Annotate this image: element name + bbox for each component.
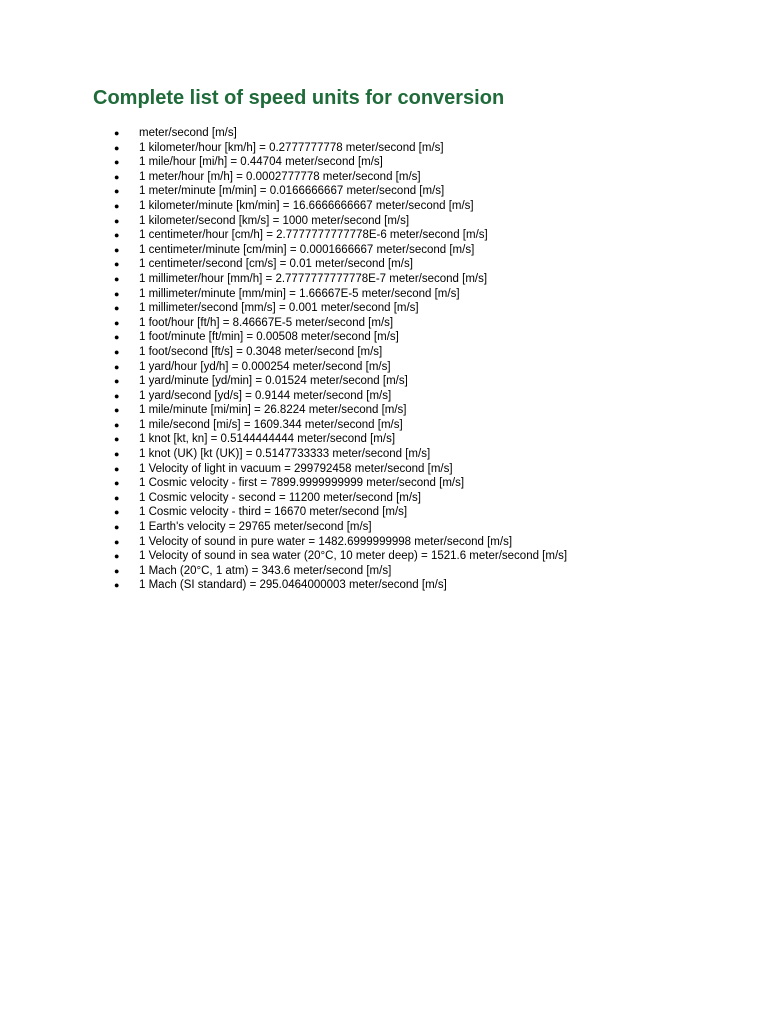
bullet-icon: ● bbox=[114, 303, 120, 314]
list-item-text: 1 millimeter/second [mm/s] = 0.001 meter/second [m/s] bbox=[139, 302, 419, 315]
bullet-icon: ● bbox=[114, 171, 120, 182]
list-item-text: 1 millimeter/hour [mm/h] = 2.7777777777778E-7 meter/second [m/s] bbox=[139, 272, 488, 285]
bullet-icon: ● bbox=[114, 536, 120, 547]
bullet-icon: ● bbox=[114, 332, 120, 343]
list-item-text: 1 knot (UK) [kt (UK)] = 0.5147733333 meter/second [m/s] bbox=[139, 448, 431, 461]
bullet-icon: ● bbox=[114, 478, 120, 489]
list-item-text: 1 meter/hour [m/h] = 0.0002777778 meter/second [m/s] bbox=[139, 170, 421, 183]
list-item-text: 1 foot/minute [ft/min] = 0.00508 meter/second [m/s] bbox=[139, 331, 399, 344]
list-item-text: 1 millimeter/minute [mm/min] = 1.66667E-5 meter/second [m/s] bbox=[139, 287, 460, 300]
list-item-text: 1 centimeter/hour [cm/h] = 2.7777777777778E-6 meter/second [m/s] bbox=[139, 229, 488, 242]
list-item-text: 1 Velocity of light in vacuum = 299792458 meter/second [m/s] bbox=[139, 462, 453, 475]
list-item-text: 1 kilometer/minute [km/min] = 16.6666666667 meter/second [m/s] bbox=[139, 199, 474, 212]
list-item-text: 1 mile/second [mi/s] = 1609.344 meter/second [m/s] bbox=[139, 418, 403, 431]
bullet-icon: ● bbox=[114, 186, 120, 197]
list-item-text: 1 foot/hour [ft/h] = 8.46667E-5 meter/second [m/s] bbox=[139, 316, 394, 329]
bullet-icon: ● bbox=[114, 507, 120, 518]
list-item-text: 1 mile/hour [mi/h] = 0.44704 meter/second [m/s] bbox=[139, 156, 383, 169]
bullet-icon: ● bbox=[114, 244, 120, 255]
bullet-icon: ● bbox=[114, 259, 120, 270]
list-item-text: 1 foot/second [ft/s] = 0.3048 meter/second [m/s] bbox=[139, 345, 383, 358]
bullet-icon: ● bbox=[114, 273, 120, 284]
bullet-icon: ● bbox=[114, 565, 120, 576]
bullet-icon: ● bbox=[114, 288, 120, 299]
bullet-icon: ● bbox=[114, 434, 120, 445]
list-item-text: 1 mile/minute [mi/min] = 26.8224 meter/second [m/s] bbox=[139, 404, 407, 417]
bullet-icon: ● bbox=[114, 390, 120, 401]
bullet-icon: ● bbox=[114, 492, 120, 503]
bullet-icon: ● bbox=[114, 230, 120, 241]
bullet-icon: ● bbox=[114, 376, 120, 387]
list-item-text: 1 Velocity of sound in sea water (20°C, 10 meter deep) = 1521.6 meter/second [m/s] bbox=[139, 550, 568, 563]
list-item-text: 1 knot [kt, kn] = 0.5144444444 meter/second [m/s] bbox=[139, 433, 396, 446]
list-item-text: 1 Earth's velocity = 29765 meter/second [m/s] bbox=[139, 521, 372, 534]
bullet-icon: ● bbox=[114, 346, 120, 357]
bullet-icon: ● bbox=[114, 157, 120, 168]
bullet-icon: ● bbox=[114, 128, 120, 138]
bullet-icon: ● bbox=[114, 317, 120, 328]
list-item-text: 1 meter/minute [m/min] = 0.0166666667 meter/second [m/s] bbox=[139, 185, 445, 198]
bullet-icon: ● bbox=[114, 419, 120, 430]
list-item-text: 1 Cosmic velocity - third = 16670 meter/second [m/s] bbox=[139, 506, 408, 519]
bullet-icon: ● bbox=[114, 200, 120, 211]
bullet-icon: ● bbox=[114, 405, 120, 416]
bullet-icon: ● bbox=[114, 522, 120, 533]
list-item-text: 1 kilometer/second [km/s] = 1000 meter/second [m/s] bbox=[139, 214, 410, 227]
list-item-text: 1 centimeter/minute [cm/min] = 0.0001666667 meter/second [m/s] bbox=[139, 243, 475, 256]
bullet-icon: ● bbox=[114, 580, 120, 591]
list-item-text: meter/second [m/s] bbox=[139, 127, 237, 139]
list-item-text: 1 kilometer/hour [km/h] = 0.2777777778 meter/second [m/s] bbox=[139, 141, 444, 154]
list-item-text: 1 Cosmic velocity - second = 11200 meter/second [m/s] bbox=[139, 491, 421, 504]
bullet-icon: ● bbox=[114, 142, 120, 153]
list-item-text: 1 yard/hour [yd/h] = 0.000254 meter/second [m/s] bbox=[139, 360, 391, 373]
bullet-icon: ● bbox=[114, 463, 120, 474]
list-item-text: 1 Mach (20°C, 1 atm) = 343.6 meter/second [m/s] bbox=[139, 564, 392, 577]
list-item-text: 1 centimeter/second [cm/s] = 0.01 meter/second [m/s] bbox=[139, 258, 413, 271]
bullet-icon: ● bbox=[114, 215, 120, 226]
bullet-icon: ● bbox=[114, 361, 120, 372]
page-title: Complete list of speed units for conversion bbox=[93, 87, 505, 109]
list-item-text: 1 Cosmic velocity - first = 7899.9999999999 meter/second [m/s] bbox=[139, 477, 465, 490]
list-item-text: 1 Velocity of sound in pure water = 1482.6999999998 meter/second [m/s] bbox=[139, 535, 513, 548]
bullet-icon: ● bbox=[114, 551, 120, 562]
list-item-text: 1 yard/minute [yd/min] = 0.01524 meter/second [m/s] bbox=[139, 375, 408, 388]
list-item-text: 1 yard/second [yd/s] = 0.9144 meter/second [m/s] bbox=[139, 389, 392, 402]
list-item-text: 1 Mach (SI standard) = 295.0464000003 meter/second [m/s] bbox=[139, 579, 447, 592]
bullet-icon: ● bbox=[114, 449, 120, 460]
